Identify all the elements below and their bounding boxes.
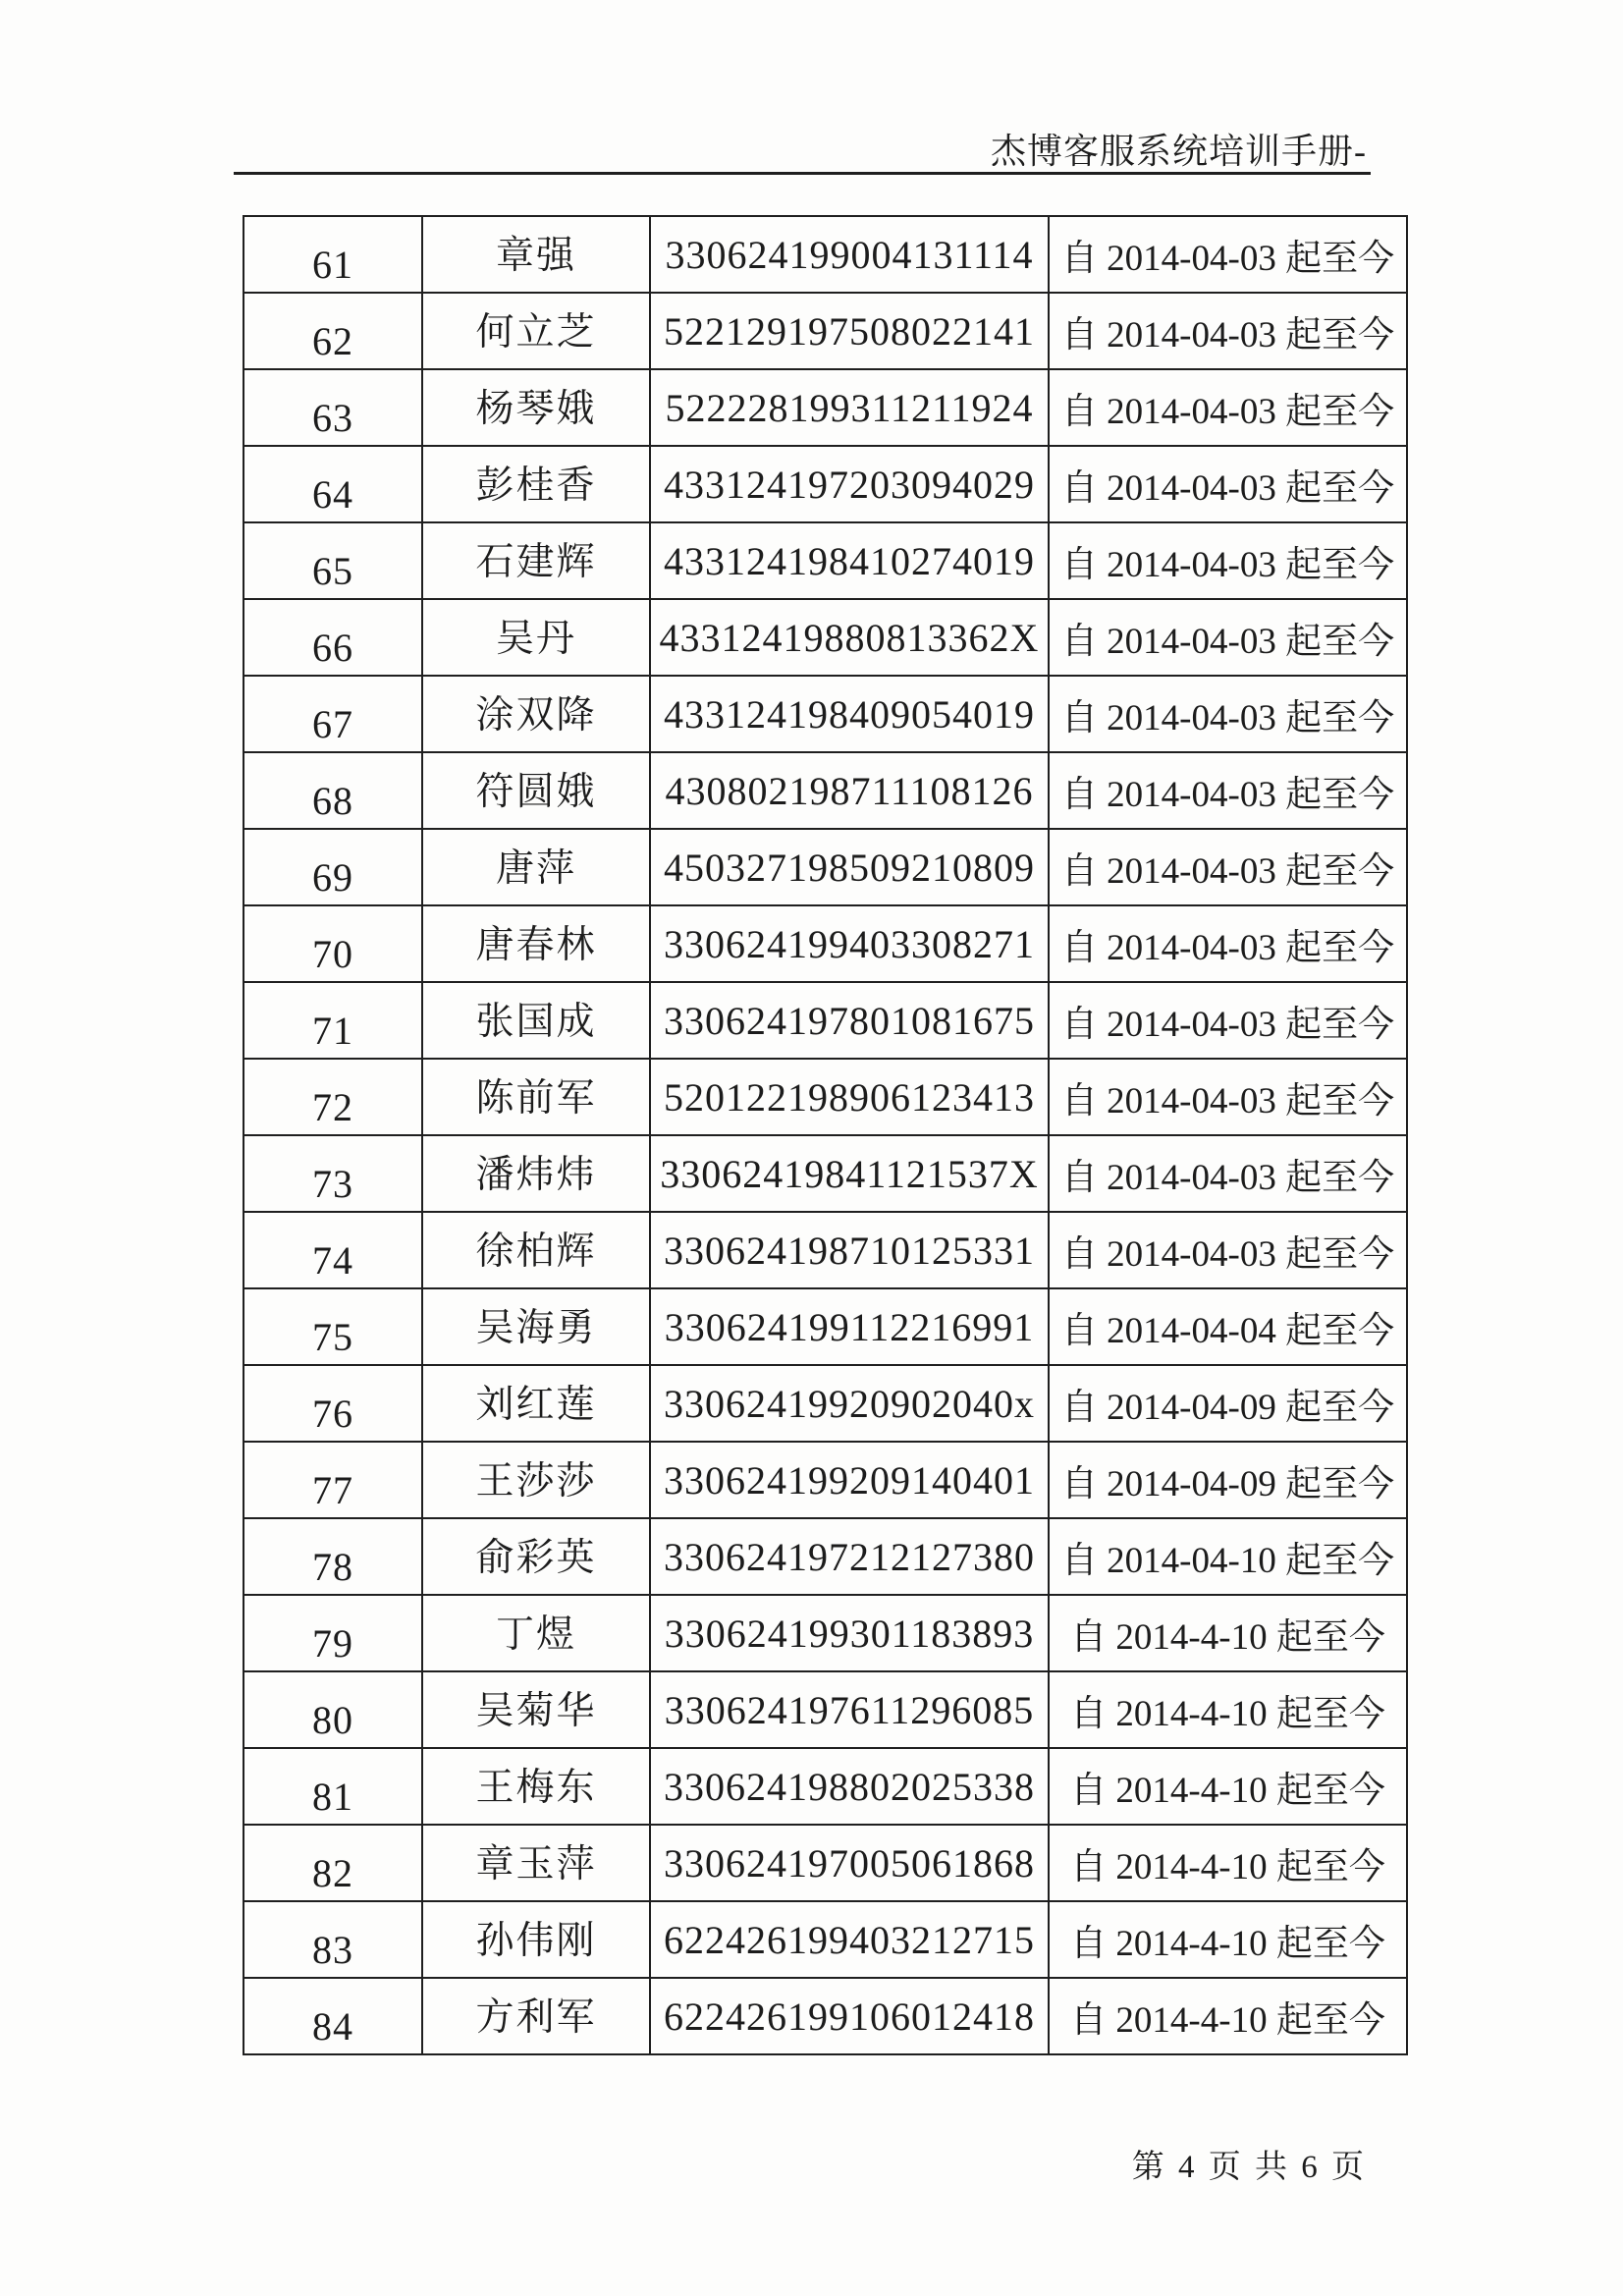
table-row: [244, 830, 1406, 906]
cell-person-name: 章玉萍: [423, 1826, 651, 1900]
cell-serial-number: 70: [244, 906, 423, 981]
cell-person-name: 王莎莎: [423, 1443, 651, 1517]
cell-serial-number: 67: [244, 677, 423, 751]
cell-person-name: 涂双降: [423, 677, 651, 751]
cell-serial-number: 78: [244, 1519, 423, 1594]
cell-person-name: 石建辉: [423, 523, 651, 598]
cell-person-name: 徐柏辉: [423, 1213, 651, 1287]
cell-service-period: 自 2014-4-10 起至今: [1070, 1924, 1385, 1964]
cell-id-number: 330624199209140401: [651, 1443, 1050, 1517]
cell-person-name: 吴海勇: [423, 1289, 651, 1364]
footer-page-number: 第 4 页 共 6 页: [1131, 2150, 1367, 2185]
cell-person-name: 方利军: [423, 1979, 651, 2053]
cell-person-name: 唐萍: [423, 830, 651, 904]
cell-service-period: 自 2014-4-10 起至今: [1070, 2000, 1385, 2041]
table-row: [244, 294, 1406, 370]
cell-person-name: 章强: [423, 217, 651, 292]
cell-serial-number: 83: [244, 1902, 423, 1977]
cell-serial-number: 71: [244, 983, 423, 1058]
cell-service-period: 自 2014-04-03 起至今: [1060, 315, 1395, 355]
table-row: [244, 1519, 1406, 1596]
cell-person-name: 吴丹: [423, 600, 651, 675]
cell-person-name: 俞彩英: [423, 1519, 651, 1594]
cell-serial-number: 81: [244, 1749, 423, 1824]
cell-serial-number: 79: [244, 1596, 423, 1670]
cell-service-period: 自 2014-4-10 起至今: [1070, 1847, 1385, 1887]
cell-service-period: 自 2014-4-10 起至今: [1070, 1771, 1385, 1811]
cell-serial-number: 77: [244, 1443, 423, 1517]
cell-person-name: 孙伟刚: [423, 1902, 651, 1977]
cell-person-name: 唐春林: [423, 906, 651, 981]
table-row: [244, 1826, 1406, 1902]
cell-serial-number: 82: [244, 1826, 423, 1900]
cell-id-number: 430802198711108126: [651, 753, 1050, 828]
cell-person-name: 刘红莲: [423, 1366, 651, 1441]
cell-id-number: 43312419880813362X: [651, 600, 1050, 675]
cell-id-number: 330624197005061868: [651, 1826, 1050, 1900]
cell-serial-number: 65: [244, 523, 423, 598]
cell-person-name: 张国成: [423, 983, 651, 1058]
cell-serial-number: 64: [244, 447, 423, 521]
table-row: [244, 217, 1406, 294]
cell-service-period: 自 2014-04-03 起至今: [1060, 698, 1395, 738]
cell-serial-number: 69: [244, 830, 423, 904]
cell-service-period: 自 2014-04-03 起至今: [1060, 468, 1395, 509]
cell-id-number: 522129197508022141: [651, 294, 1050, 368]
cell-service-period: 自 2014-04-03 起至今: [1060, 775, 1395, 815]
cell-id-number: 450327198509210809: [651, 830, 1050, 904]
table-row: [244, 906, 1406, 983]
table-row: [244, 1060, 1406, 1136]
table-row: [244, 1366, 1406, 1443]
cell-person-name: 潘炜炜: [423, 1136, 651, 1211]
cell-person-name: 吴菊华: [423, 1672, 651, 1747]
cell-service-period: 自 2014-04-03 起至今: [1060, 392, 1395, 432]
table-row: [244, 1443, 1406, 1519]
cell-serial-number: 61: [244, 217, 423, 292]
cell-id-number: 330624198802025338: [651, 1749, 1050, 1824]
table-row: [244, 600, 1406, 677]
table-row: [244, 1596, 1406, 1672]
table-row: [244, 523, 1406, 600]
cell-serial-number: 75: [244, 1289, 423, 1364]
cell-service-period: 自 2014-04-03 起至今: [1060, 239, 1395, 279]
cell-person-name: 杨琴娥: [423, 370, 651, 445]
cell-person-name: 彭桂香: [423, 447, 651, 521]
cell-id-number: 622426199403212715: [651, 1902, 1050, 1977]
cell-service-period: 自 2014-4-10 起至今: [1070, 1617, 1385, 1658]
cell-service-period: 自 2014-04-03 起至今: [1060, 545, 1395, 585]
cell-id-number: 330624199004131114: [651, 217, 1050, 292]
cell-serial-number: 73: [244, 1136, 423, 1211]
table-row: [244, 447, 1406, 523]
table-row: [244, 983, 1406, 1060]
page-header-title: 杰博客服系统培训手册-: [991, 132, 1367, 171]
cell-person-name: 陈前军: [423, 1060, 651, 1134]
cell-service-period: 自 2014-04-03 起至今: [1060, 851, 1395, 892]
cell-service-period: 自 2014-04-03 起至今: [1060, 622, 1395, 662]
cell-service-period: 自 2014-04-03 起至今: [1060, 928, 1395, 968]
cell-service-period: 自 2014-04-03 起至今: [1060, 1158, 1395, 1198]
table-row: [244, 1213, 1406, 1289]
cell-serial-number: 74: [244, 1213, 423, 1287]
table-row: [244, 1672, 1406, 1749]
cell-person-name: 丁煜: [423, 1596, 651, 1670]
cell-service-period: 自 2014-04-10 起至今: [1060, 1541, 1395, 1581]
cell-person-name: 符圆娥: [423, 753, 651, 828]
table-row: [244, 1979, 1406, 2053]
cell-serial-number: 76: [244, 1366, 423, 1441]
cell-id-number: 330624197212127380: [651, 1519, 1050, 1594]
cell-id-number: 330624197801081675: [651, 983, 1050, 1058]
cell-person-name: 何立芝: [423, 294, 651, 368]
cell-serial-number: 62: [244, 294, 423, 368]
cell-id-number: 330624199112216991: [651, 1289, 1050, 1364]
table-row: [244, 1289, 1406, 1366]
cell-serial-number: 66: [244, 600, 423, 675]
table-row: [244, 1136, 1406, 1213]
cell-id-number: 330624199403308271: [651, 906, 1050, 981]
cell-serial-number: 84: [244, 1979, 423, 2053]
roster-table: [243, 215, 1408, 2055]
cell-service-period: 自 2014-04-09 起至今: [1060, 1388, 1395, 1428]
cell-serial-number: 80: [244, 1672, 423, 1747]
cell-service-period: 自 2014-04-04 起至今: [1060, 1311, 1395, 1351]
cell-id-number: 433124198410274019: [651, 523, 1050, 598]
cell-service-period: 自 2014-4-10 起至今: [1070, 1694, 1385, 1734]
table-row: [244, 677, 1406, 753]
cell-id-number: 522228199311211924: [651, 370, 1050, 445]
header-divider: [234, 172, 1371, 175]
table-row: [244, 753, 1406, 830]
cell-id-number: 520122198906123413: [651, 1060, 1050, 1134]
table-row: [244, 370, 1406, 447]
table-row: [244, 1902, 1406, 1979]
cell-id-number: 330624198710125331: [651, 1213, 1050, 1287]
cell-serial-number: 68: [244, 753, 423, 828]
cell-serial-number: 63: [244, 370, 423, 445]
cell-person-name: 王梅东: [423, 1749, 651, 1824]
cell-id-number: 330624197611296085: [651, 1672, 1050, 1747]
cell-id-number: 433124197203094029: [651, 447, 1050, 521]
cell-service-period: 自 2014-04-03 起至今: [1060, 1081, 1395, 1121]
table-row: [244, 1749, 1406, 1826]
cell-serial-number: 72: [244, 1060, 423, 1134]
cell-id-number: 33062419841121537X: [651, 1136, 1050, 1211]
cell-id-number: 433124198409054019: [651, 677, 1050, 751]
cell-id-number: 33062419920902040x: [651, 1366, 1050, 1441]
cell-service-period: 自 2014-04-03 起至今: [1060, 1005, 1395, 1045]
cell-service-period: 自 2014-04-09 起至今: [1060, 1464, 1395, 1504]
cell-id-number: 330624199301183893: [651, 1596, 1050, 1670]
cell-service-period: 自 2014-04-03 起至今: [1060, 1234, 1395, 1275]
cell-id-number: 622426199106012418: [651, 1979, 1050, 2053]
